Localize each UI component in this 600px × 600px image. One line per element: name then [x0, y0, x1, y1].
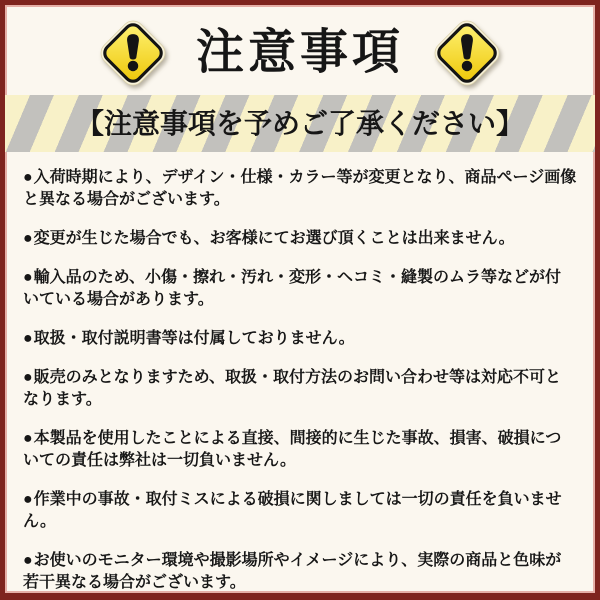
notice-card-inner: [5, 5, 595, 593]
notice-item: [23, 228, 577, 250]
bullet-icon: ●: [23, 169, 33, 186]
notice-text: 輸入品のため、小傷・擦れ・汚れ・変形・ヘコミ・縫製のムラ等などが付いている場合があります。: [23, 269, 562, 308]
header-row: [5, 5, 595, 95]
page-title: 注意事項: [195, 26, 404, 79]
exclamation-dot-icon: [128, 61, 139, 71]
bullet-icon: ●: [23, 269, 33, 286]
hazard-stripe-banner: [5, 95, 595, 152]
notice-item: [23, 428, 577, 472]
bullet-icon: ●: [23, 230, 33, 247]
notice-text: 作業中の事故・取付ミスによる破損に関しましては一切の責任を負いません。: [23, 491, 562, 530]
notice-item: [23, 550, 577, 593]
notice-text: お使いのモニター環境や撮影場所やイメージにより、実際の商品と色味が若干異なる場合がございます。: [23, 552, 562, 591]
notice-text: 本製品を使用したことによる直接、間接的に生じた事故、損害、破損についての責任は弊社は一切負いません。: [23, 430, 562, 469]
bullet-icon: ●: [23, 369, 33, 386]
notice-item: [23, 267, 577, 311]
notice-item: [23, 167, 577, 211]
warning-icon: [432, 18, 502, 88]
notice-item: [23, 489, 577, 533]
notice-item: [23, 367, 577, 411]
warning-icon: [98, 18, 168, 88]
bullet-icon: ●: [23, 430, 33, 447]
notice-text: 入荷時期により、デザイン・仕様・カラー等が変更となり、商品ページ画像と異なる場合がございます。: [23, 169, 577, 208]
exclamation-dot-icon: [462, 61, 473, 71]
bullet-icon: ●: [23, 330, 33, 347]
notice-text: 販売のみとなりますため、取扱・取付方法のお問い合わせ等は対応不可となります。: [23, 369, 562, 408]
bullet-icon: ●: [23, 552, 33, 569]
bullet-icon: ●: [23, 491, 33, 508]
notice-item: [23, 328, 577, 350]
notices-list: [5, 152, 595, 593]
banner-text: 【注意事項を予めご了承ください】: [75, 107, 524, 139]
notice-text: 取扱・取付説明書等は付属しておりません。: [33, 330, 355, 347]
notice-text: 変更が生じた場合でも、お客様にてお選び頂くことは出来ません。: [33, 230, 515, 247]
